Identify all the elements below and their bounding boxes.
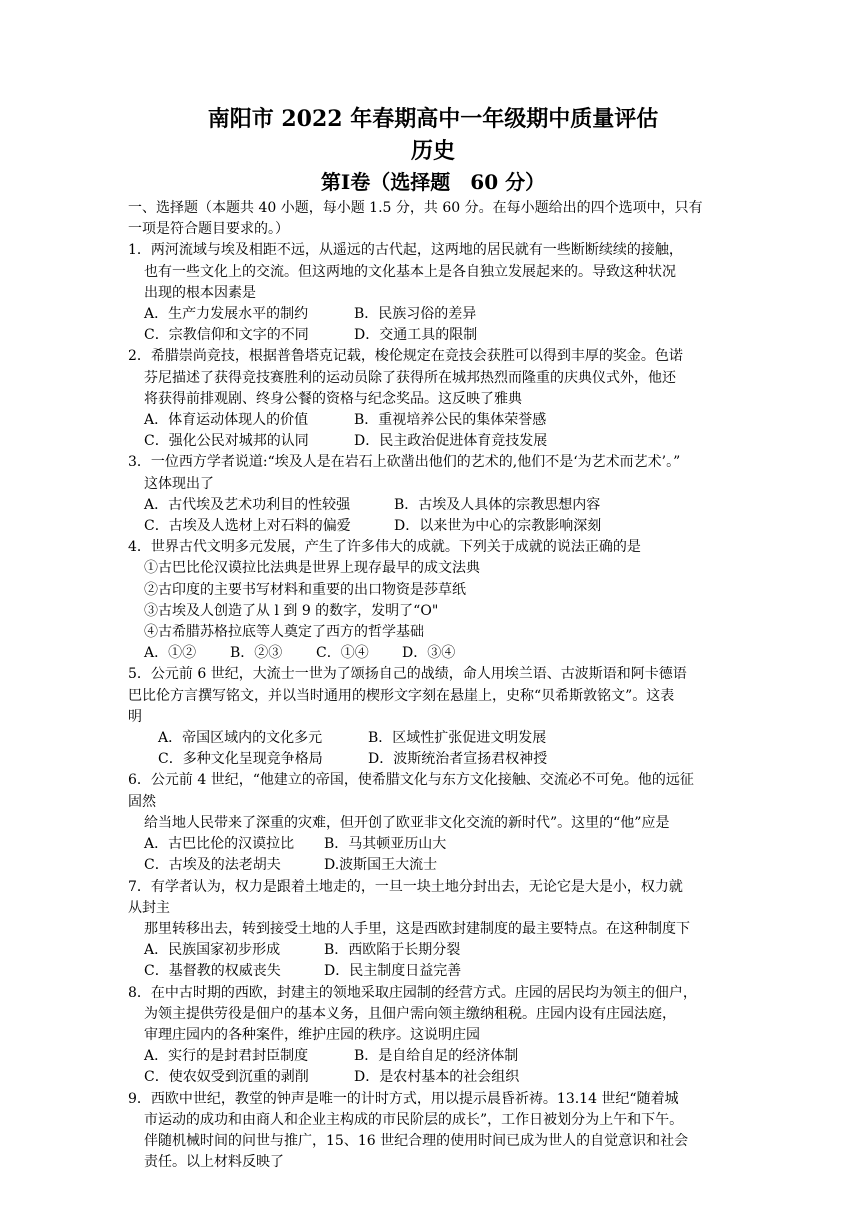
- question-stem: 4．世界古代文明多元发展，产生了许多伟大的成就。下列关于成就的说法正确的是: [128, 539, 641, 556]
- question-stem: 责任。以上材料反映了: [144, 1154, 284, 1171]
- question-7: [128, 877, 738, 983]
- question-3: [128, 452, 738, 537]
- question-stem: 伴随机械时间的问世与推广，15、16 世纪合理的使用时间已成为世人的自觉意识和社会: [144, 1132, 689, 1149]
- option-c: C．使农奴受到沉重的剥削: [144, 1069, 309, 1086]
- option-row: [128, 728, 738, 749]
- option-b: B．重视培养公民的集体荣誉感: [354, 412, 547, 429]
- exam-page: [128, 104, 738, 1173]
- question-stem: 明: [128, 708, 142, 725]
- question-5: [128, 664, 738, 770]
- question-8: [128, 983, 738, 1089]
- option-row: [128, 855, 738, 876]
- question-stem: 7．有学者认为，权力是跟着土地走的，一旦一块土地分封出去，无论它是大是小，权力就: [128, 878, 683, 895]
- option-a: A．民族国家初步形成: [144, 942, 281, 959]
- option-row: [128, 431, 738, 452]
- statement-1: ①古巴比伦汉谟拉比法典是世界上现存最早的成文法典: [144, 560, 480, 577]
- question-stem: 6．公元前 4 世纪，“他建立的帝国，使希腊文化与东方文化接触、交流必不可免。他的远征: [128, 772, 694, 789]
- option-d: D．交通工具的限制: [354, 327, 478, 344]
- question-stem: 将获得前排观剧、终身公餐的资格与纪念奖品。这反映了雅典: [144, 390, 522, 407]
- question-stem: 8．在中古时期的西欧，封建主的领地采取庄园制的经营方式。庄园的居民均为领主的佃户，: [128, 984, 697, 1001]
- option-row: [128, 961, 738, 982]
- option-row: [128, 749, 738, 770]
- option-b: B．②③: [230, 645, 283, 662]
- option-b: B．是自给自足的经济体制: [354, 1048, 519, 1065]
- option-b: B．民族习俗的差异: [354, 306, 477, 323]
- option-row: [128, 304, 738, 325]
- question-stem: 给当地人民带来了深重的灾难，但开创了欧亚非文化交流的新时代”。这里的“他”应是: [144, 814, 670, 831]
- statement-3: ③古埃及人创造了从 l 到 9 的数字，发明了“O": [144, 602, 439, 619]
- option-c: C．多种文化呈现竞争格局: [158, 751, 323, 768]
- question-stem: 5．公元前 6 世纪，大流士一世为了颂扬自己的战绩，命人用埃兰语、古波斯语和阿卡德语: [128, 666, 687, 683]
- question-stem: 也有一些文化上的交流。但这两地的文化基本上是各自独立发展起来的。导致这种状况: [144, 263, 676, 280]
- option-c: C．基督教的权威丧失: [144, 963, 281, 980]
- question-stem: 3．一位西方学者说道:“埃及人是在岩石上砍凿出他们的艺术的,他们不是‘为艺术而艺术’。”: [128, 454, 681, 471]
- option-b: B．区域性扩张促进文明发展: [368, 730, 547, 747]
- question-stem: 审理庄园内的各种案件，维护庄园的秩序。这说明庄园: [144, 1026, 480, 1043]
- option-c: C．宗教信仰和文字的不同: [144, 327, 309, 344]
- question-1: [128, 240, 738, 346]
- option-a: A．①②: [144, 645, 197, 662]
- question-6: [128, 770, 738, 876]
- option-row: [128, 516, 738, 537]
- statement-2: ②古印度的主要书写材料和重要的出口物资是莎草纸: [144, 581, 466, 598]
- option-a: A．生产力发展水平的制约: [144, 306, 309, 323]
- option-row: [128, 940, 738, 961]
- option-a: A．实行的是封君封臣制度: [144, 1048, 309, 1065]
- option-a: A．帝国区域内的文化多元: [158, 730, 323, 747]
- option-c: C．古埃及人选材上对石料的偏爱: [144, 518, 351, 535]
- option-a: A．古巴比伦的汉谟拉比: [144, 836, 295, 853]
- question-stem: 那里转移出去，转到接受土地的人手里，这是西欧封建制度的最主要特点。在这种制度下: [144, 920, 690, 937]
- option-row: [128, 1067, 738, 1088]
- question-2: [128, 346, 738, 452]
- option-d: D.波斯国王大流士: [324, 857, 438, 874]
- option-b: B．马其顿亚历山大: [324, 836, 447, 853]
- question-stem: 市运动的成功和由商人和企业主构成的市民阶层的成长”，工作日被划分为上午和下午。: [144, 1111, 684, 1128]
- option-row: [128, 410, 738, 431]
- question-stem: 2．希腊崇尚竞技，根据普鲁塔克记载，梭伦规定在竞技会获胜可以得到丰厚的奖金。色诺: [128, 348, 683, 365]
- question-stem: 出现的根本因素是: [144, 284, 256, 301]
- question-stem: 为领主提供劳役是佃户的基本义务，且佃户需向领主缴纳租税。庄园内设有庄园法庭，: [144, 1005, 676, 1022]
- option-c: C．强化公民对城邦的认同: [144, 433, 309, 450]
- question-4: [128, 537, 738, 664]
- option-row: [128, 495, 738, 516]
- section-intro: 一项是符合题目要求的。）: [128, 221, 289, 238]
- question-stem: 这体现出了: [144, 475, 214, 492]
- question-stem: 芬尼描述了获得竞技赛胜利的运动员除了获得所在城邦热烈而隆重的庆典仪式外，他还: [144, 369, 676, 386]
- option-d: D．波斯统治者宣扬君权神授: [368, 751, 548, 768]
- option-row: [128, 643, 738, 664]
- option-d: D．③④: [402, 645, 456, 662]
- option-row: [128, 834, 738, 855]
- question-stem: 9．西欧中世纪，教堂的钟声是唯一的计时方式，用以提示晨昏祈祷。13.14 世纪“随着城: [128, 1090, 679, 1107]
- part-heading: 第Ⅰ卷（选择题 60 分）: [320, 170, 546, 194]
- option-d: D．以来世为中心的宗教影响深刻: [394, 518, 602, 535]
- question-stem: 巴比伦方言撰写铭文，并以当时通用的楔形文字刻在悬崖上，史称“贝希斯敦铭文”。这表: [128, 687, 675, 704]
- subject-title: 历史: [410, 138, 455, 164]
- statement-4: ④古希腊苏格拉底等人奠定了西方的哲学基础: [144, 624, 424, 641]
- option-d: D．民主政治促进体育竞技发展: [354, 433, 548, 450]
- option-c: C．古埃及的法老胡夫: [144, 857, 281, 874]
- option-a: A．古代埃及艺术功利目的性较强: [144, 496, 351, 513]
- section-intro: 一、选择题（本题共 40 小题，每小题 1.5 分，共 60 分。在每小题给出的四个选项中，只有: [128, 200, 703, 216]
- question-9: [128, 1089, 738, 1174]
- question-stem: 1．两河流域与埃及相距不远，从遥远的古代起，这两地的居民就有一些断断续续的接触，: [128, 242, 683, 259]
- option-row: [128, 1046, 738, 1067]
- option-b: B．古埃及人具体的宗教思想内容: [394, 496, 601, 513]
- option-row: [128, 325, 738, 346]
- option-b: B．西欧陷于长期分裂: [324, 942, 461, 959]
- question-stem: 从封主: [128, 899, 170, 916]
- option-d: D．是农村基本的社会组织: [354, 1069, 520, 1086]
- exam-title: 南阳市 2022 年春期高中一年级期中质量评估: [207, 106, 659, 132]
- question-stem: 固然: [128, 793, 156, 810]
- option-c: C．①④: [316, 645, 369, 662]
- option-a: A．体育运动体现人的价值: [144, 412, 309, 429]
- option-d: D．民主制度日益完善: [324, 963, 462, 980]
